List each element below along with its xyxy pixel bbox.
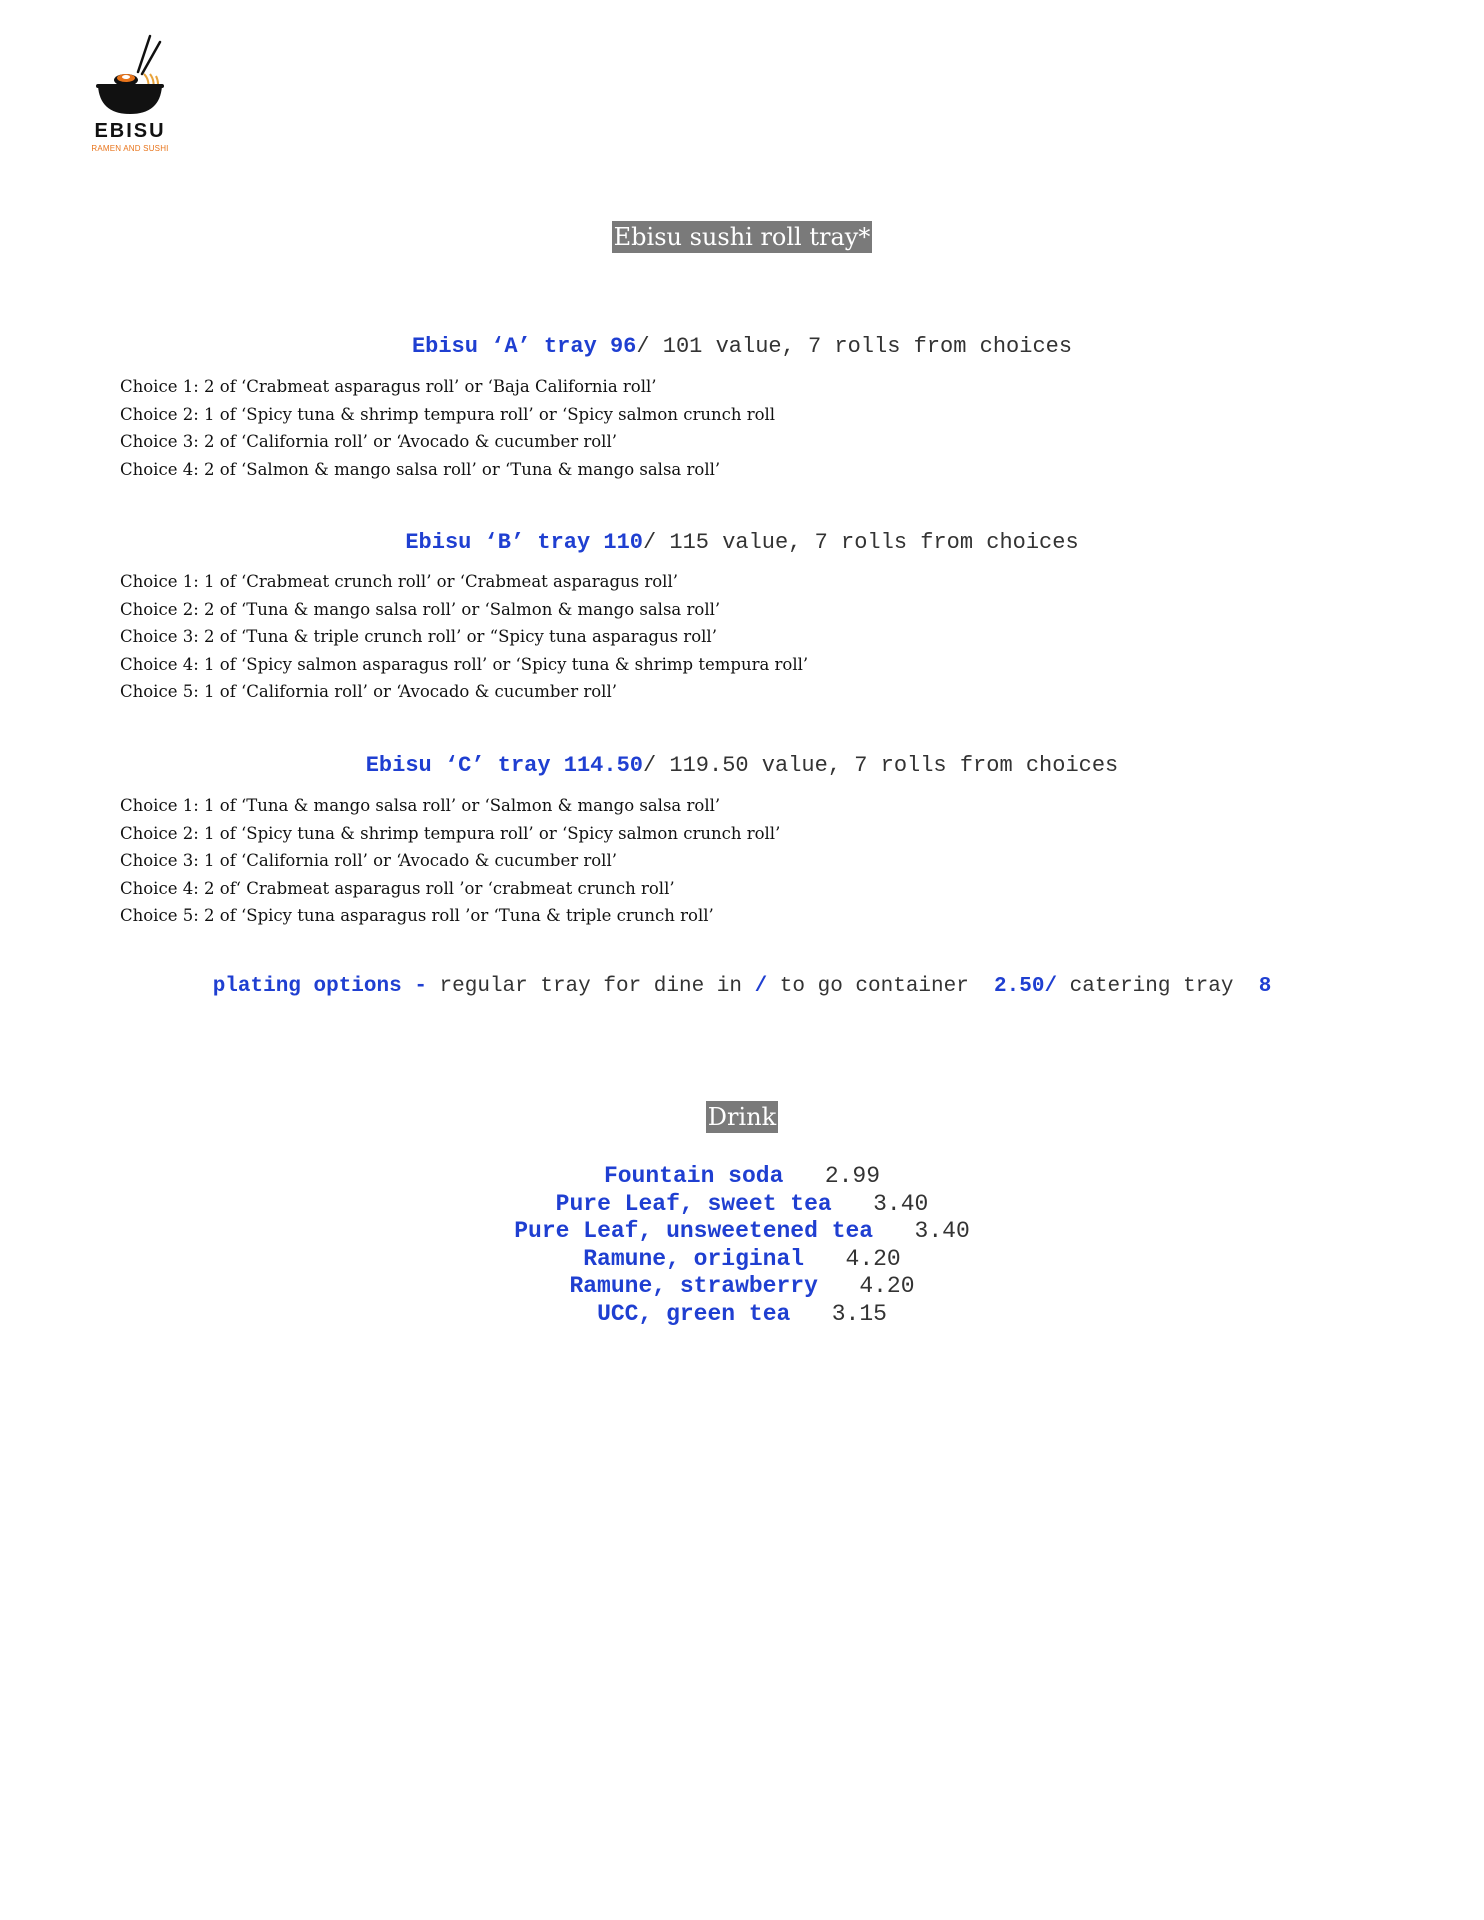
tray-a-detail: / 101 value, 7 rolls from choices [636,334,1073,359]
drink-item [0,1218,1484,1246]
choice-item: Choice 5: 1 of ‘California roll’ or ‘Avocado & cucumber roll’ [120,682,617,701]
drink-list [0,1163,1484,1329]
drink-name: Ramune, strawberry [569,1273,818,1300]
plating-catering: catering tray [1057,975,1259,998]
drink-section-header [0,1101,1484,1133]
plating-to-go-price: 2.50/ [994,975,1058,998]
choice-item: Choice 1: 2 of ‘Crabmeat asparagus roll’ or ‘Baja California roll’ [120,377,657,396]
drink-section-title: Drink [707,1103,777,1131]
choice-item: Choice 2: 1 of ‘Spicy tuna & shrimp tempura roll’ or ‘Spicy salmon crunch roll’ [120,823,781,843]
tray-section-title: Ebisu sushi roll tray* [613,223,871,251]
logo-name: EBISU [94,120,166,142]
drink-name: UCC, green tea [597,1300,791,1327]
choice-item: Choice 4: 2 of ‘Salmon & mango salsa roll’ or ‘Tuna & mango salsa roll’ [120,459,721,479]
drink-name: Ramune, original [583,1245,805,1272]
drink-item [0,1273,1484,1301]
drink-price: 2.99 [824,1163,881,1189]
tray-c-name: Ebisu ‘C’ tray 114.50 [365,753,643,778]
drink-name: Fountain soda [603,1163,784,1189]
choice-item: Choice 4: 2 of‘ Crabmeat asparagus roll ’or ‘crabmeat crunch roll’ [120,878,675,898]
drink-price: 4.20 [859,1273,915,1300]
tray-c-title [0,753,1484,778]
tray-a-title [0,334,1484,359]
choice-item: Choice 3: 1 of ‘California roll’ or ‘Avocado & cucumber roll’ [120,851,617,870]
drink-price: 3.40 [914,1218,970,1245]
choice-item: Choice 3: 2 of ‘California roll’ or ‘Avocado & cucumber roll’ [120,432,617,451]
plating-label: plating options - [212,975,427,998]
drink-item [0,1163,1484,1191]
choice-item: Choice 2: 1 of ‘Spicy tuna & shrimp tempura roll’ or ‘Spicy salmon crunch roll [120,404,776,424]
choice-item: Choice 5: 2 of ‘Spicy tuna asparagus roll ’or ‘Tuna & triple crunch roll’ [120,906,714,925]
drink-item [0,1191,1484,1219]
ramen-bowl-icon [60,30,200,120]
drink-price: 4.20 [845,1245,901,1272]
drink-name: Pure Leaf, unsweetened tea [514,1218,874,1245]
drink-price: 3.40 [873,1190,929,1217]
choice-item: Choice 1: 1 of ‘Crabmeat crunch roll’ or ‘Crabmeat asparagus roll’ [120,572,678,591]
plating-catering-price: 8 [1258,975,1272,998]
plating-dine-in: regular tray for dine in [426,975,755,998]
tray-c-choices [120,792,780,930]
drink-name: Pure Leaf, sweet tea [555,1190,832,1217]
plating-options [0,975,1484,998]
drink-item [0,1301,1484,1329]
choice-item: Choice 1: 1 of ‘Tuna & mango salsa roll’ or ‘Salmon & mango salsa roll’ [120,796,721,815]
logo [60,30,200,160]
tray-b-choices [120,568,808,706]
drink-item [0,1246,1484,1274]
tray-b-title [0,530,1484,555]
tray-a-choices [120,373,775,483]
tray-b-name: Ebisu ‘B’ tray 110 [405,530,643,555]
plating-to-go: to go container [767,975,995,998]
tray-c-detail: / 119.50 value, 7 rolls from choices [642,753,1119,778]
choice-item: Choice 4: 1 of ‘Spicy salmon asparagus roll’ or ‘Spicy tuna & shrimp tempura roll’ [120,654,809,674]
drink-price: 3.15 [831,1300,887,1327]
tray-section-header [0,221,1484,253]
choice-item: Choice 2: 2 of ‘Tuna & mango salsa roll’ or ‘Salmon & mango salsa roll’ [120,599,721,619]
logo-subtitle: RAMEN AND SUSHI [91,144,169,153]
tray-b-detail: / 115 value, 7 rolls from choices [642,530,1079,555]
tray-a-name: Ebisu ‘A’ tray 96 [411,334,637,359]
plating-separator: / [754,975,768,998]
choice-item: Choice 3: 2 of ‘Tuna & triple crunch roll’ or “Spicy tuna asparagus roll’ [120,627,717,646]
